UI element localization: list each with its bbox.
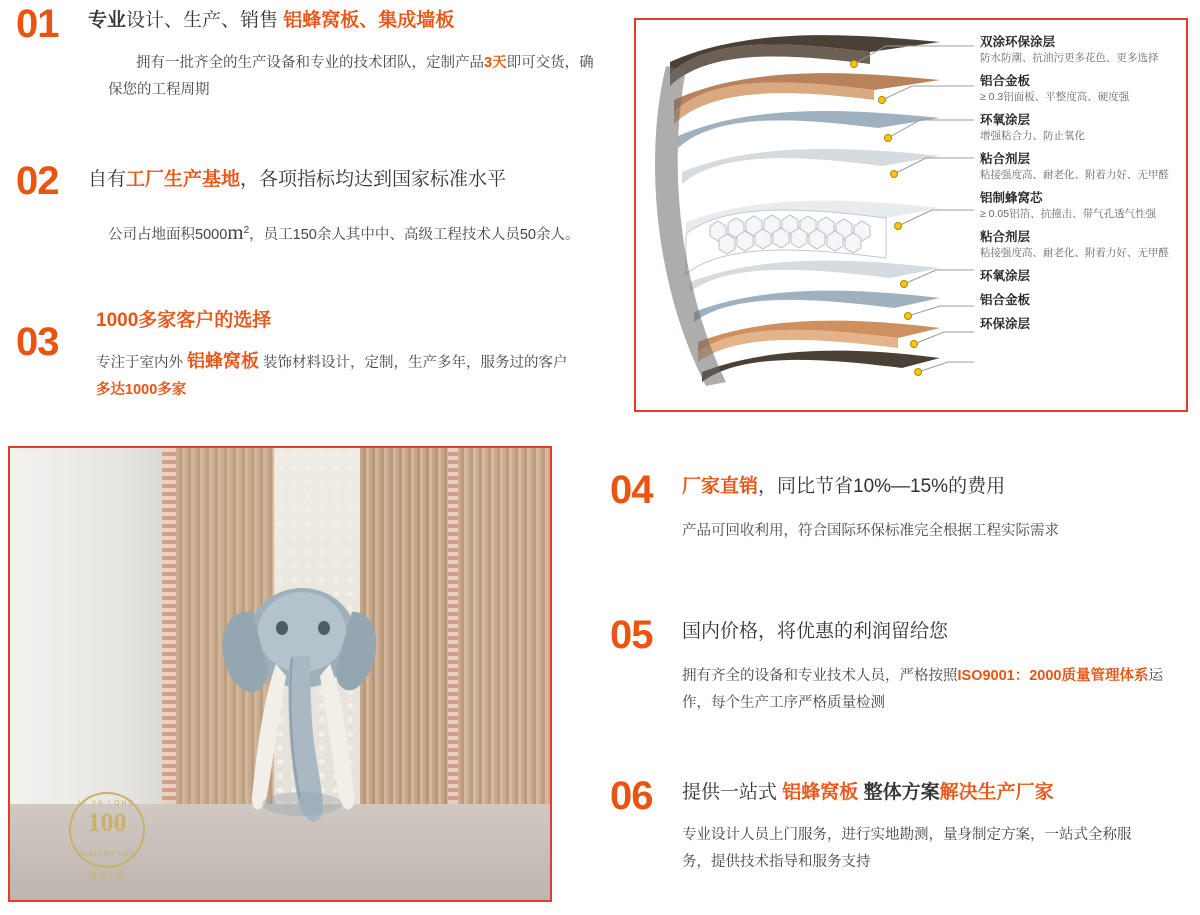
feature-desc-05-pre: 拥有齐全的设备和专业技术人员，严格按照 — [682, 668, 958, 684]
feature-desc-02-pre: 公司占地面积5000 — [108, 226, 228, 243]
quality-stamp-subtitle: 健康生活 — [89, 871, 125, 880]
feature-number-04: 04 — [610, 468, 653, 512]
feature-title-06-mid: 整体方案 — [858, 782, 940, 803]
feature-title-02-post: ，各项指标均达到国家标准水平 — [240, 169, 507, 190]
diagram-label-title: 环氧涂层 — [980, 269, 1031, 283]
quality-stamp-circle — [69, 792, 145, 868]
feature-title-06-highlight2: 解决生产厂家 — [939, 782, 1054, 803]
quality-stamp-bottom-text: HEALTHY LIFE — [76, 851, 138, 858]
diagram-label-row — [980, 229, 1180, 261]
diagram-label-row — [980, 316, 1180, 333]
quality-stamp — [54, 792, 160, 878]
feature-desc-01 — [108, 50, 608, 104]
diagram-label-title: 环氧涂层 — [980, 113, 1031, 127]
feature-title-01-part3: 铝蜂窝板、集成墙板 — [283, 10, 455, 31]
feature-number-03: 03 — [16, 320, 59, 364]
diagram-inner — [636, 20, 1186, 410]
feature-number-02: 02 — [16, 159, 59, 203]
diagram-label-sub: ≥ 0.3铝面板、平整度高、硬度强 — [980, 91, 1130, 103]
diagram-label-row — [980, 73, 1180, 105]
panel-structure-diagram — [634, 18, 1188, 412]
feature-desc-05 — [682, 663, 1182, 717]
feature-desc-01-post: 即可交货，确保您的工程周期 — [108, 55, 594, 98]
feature-number-05: 05 — [610, 613, 653, 657]
feature-title-01-part1: 专业 — [88, 10, 127, 31]
feature-title-06-pre: 提供一站式 — [682, 782, 783, 803]
feature-desc-03 — [96, 348, 626, 404]
feature-desc-02-unit: m — [227, 219, 244, 244]
feature-title-06-highlight1: 铝蜂窝板 — [782, 782, 859, 803]
feature-title-03 — [96, 308, 271, 334]
feature-number-06: 06 — [610, 774, 653, 818]
diagram-label-row — [980, 190, 1180, 222]
feature-desc-01-pre: 拥有一批齐全的生产设备和专业的技术团队，定制产品 — [136, 55, 484, 71]
diagram-label-sub: 防水防潮、抗油污更多花色、更多选择 — [980, 52, 1159, 64]
feature-title-02-highlight: 工厂生产基地 — [126, 169, 241, 190]
feature-title-04 — [682, 474, 1005, 500]
feature-title-04-highlight: 厂家直销 — [682, 476, 759, 497]
feature-title-02-pre: 自有 — [88, 169, 127, 190]
diagram-label-title: 粘合剂层 — [980, 230, 1031, 244]
feature-desc-03-line2: 多达1000多家 — [96, 382, 187, 398]
diagram-label-sub: 粘接强度高、耐老化、附着力好、无甲醛 — [980, 169, 1169, 181]
feature-title-02 — [88, 167, 506, 193]
diagram-label-sub: ≥ 0.05铝箔、抗撞击、带气孔透气性强 — [980, 208, 1157, 220]
feature-desc-06 — [682, 822, 1182, 876]
diagram-label-title: 铝合金板 — [980, 74, 1031, 88]
feature-desc-04: 产品可回收利用，符合国际环保标准完全根据工程实际需求 — [682, 523, 1059, 539]
feature-desc-05-highlight: ISO9001：2000质量管理体系 — [957, 668, 1149, 684]
feature-desc-03-pre: 专注于室内外 — [96, 355, 188, 371]
feature-desc-02-superscript: 2 — [243, 225, 250, 236]
diagram-label-sub: 粘接强度高、耐老化、附着力好、无甲醛 — [980, 247, 1169, 259]
feature-title-01 — [88, 8, 454, 34]
diagram-label-row — [980, 292, 1180, 309]
feature-desc-06-line2: 务，提供技术指导和服务支持 — [682, 854, 871, 870]
quality-stamp-top-text: LI YA LONG — [78, 800, 136, 807]
feature-title-05-text: 国内价格，将优惠的利润留给您 — [682, 621, 949, 642]
exploded-layers-illustration — [640, 26, 970, 404]
feature-title-03-highlight: 1000多家客户的选择 — [96, 310, 272, 331]
feature-desc-03-highlight: 铝蜂窝板 — [187, 351, 260, 371]
quality-stamp-number: 100 — [87, 808, 127, 837]
feature-desc-06-line1: 专业设计人员上门服务，进行实地勘测，量身制定方案，一站式全称服 — [682, 827, 1132, 843]
feature-title-01-part2: 设计、生产、销售 — [126, 10, 284, 31]
diagram-label-row — [980, 151, 1180, 183]
feature-title-06 — [682, 780, 1054, 806]
diagram-label-title: 双涂环保涂层 — [980, 35, 1056, 49]
diagram-label-sub: 增强粘合力、防止氧化 — [980, 130, 1085, 142]
feature-desc-05-post: 运作，每个生产工序严格质量检测 — [682, 668, 1163, 711]
diagram-label-list — [980, 34, 1180, 340]
diagram-label-title: 粘合剂层 — [980, 152, 1031, 166]
product-photo — [8, 446, 552, 902]
diagram-label-title: 铝合金板 — [980, 293, 1031, 307]
feature-title-04-post: ，同比节省10%—15%的费用 — [758, 476, 1006, 497]
elephant-illustration — [206, 552, 382, 852]
feature-desc-02 — [108, 217, 628, 249]
diagram-label-title: 环保涂层 — [980, 317, 1031, 331]
feature-desc-01-highlight: 3天 — [484, 55, 507, 71]
feature-title-05 — [682, 619, 948, 645]
diagram-label-row — [980, 268, 1180, 285]
feature-desc-02-post: ，员工150余人其中中、高级工程技术人员50余人。 — [249, 226, 580, 243]
feature-desc-03-mid: 装饰材料设计，定制，生产多年，服务过的客户 — [259, 355, 568, 371]
diagram-label-title: 铝制蜂窝芯 — [980, 191, 1043, 205]
diagram-label-row — [980, 34, 1180, 66]
diagram-label-row — [980, 112, 1180, 144]
feature-number-01: 01 — [16, 2, 59, 46]
